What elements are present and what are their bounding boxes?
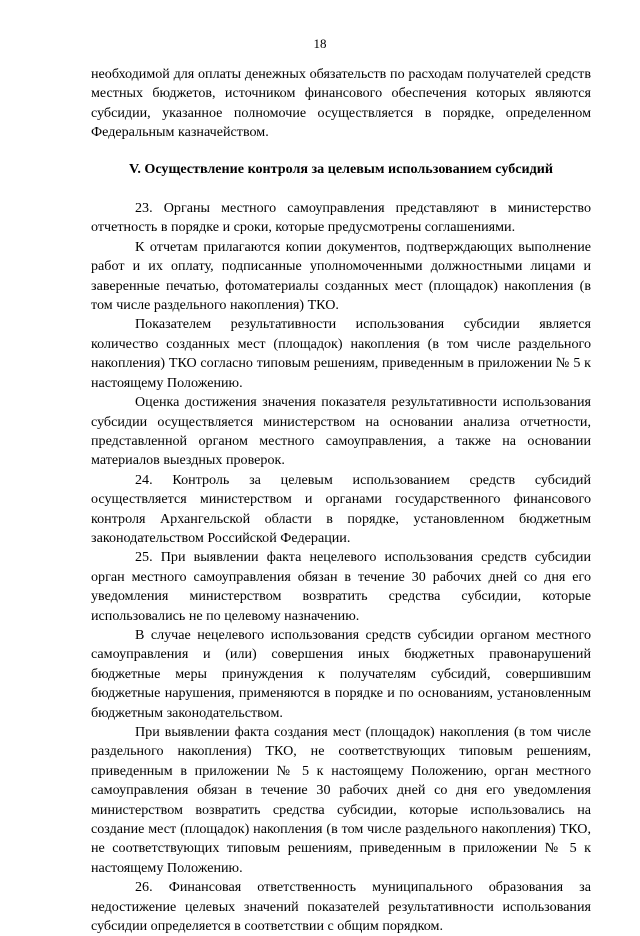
paragraph-reports-attachments: К отчетам прилагаются копии документов, подтверждающих выполнение работ и их оплату, подписанные уполномоченными должностными лицами и заверенные печатью, фотоматериалы созданных мест (площадок) накопления (в том числе раздельного накопления) ТКО. [91, 238, 591, 314]
paragraph-performance-indicator: Показателем результативности использования субсидии является количество созданных мест (площадок) накопления (в том числе раздельного накопления) ТКО согласно типовым решениям, приведенным в приложении № 5 к настоящему Положению. [91, 316, 591, 391]
paragraph-24: 24. Контроль за целевым использованием средств субсидий осуществляется министерством и органами государственного финансового контроля Архангельской области в порядке, установленном бюджетным законодательством Российской Федерации. [91, 471, 591, 546]
paragraph-misuse-measures: В случае нецелевого использования средств субсидии органом местного самоуправления и (или) совершения иных бюджетных правонарушений бюджетные меры принуждения к получателям субсидий, совершившим бюджетные нарушения, применяются в порядке и по основаниям, установленным бюджетным законодательством. [91, 626, 591, 721]
paragraph-performance-assessment: Оценка достижения значения показателя результативности использования субсидии осуществляется министерством на основании анализа отчетности, представленной органом местного самоуправления, а также на основании материалов выездных проверок. [91, 394, 591, 469]
paragraph-26: 26. Финансовая ответственность муниципального образования за недостижение целевых значений показателей результативности использования субсидии определяется в соответствии с общим порядком. [91, 879, 591, 935]
paragraph-continuation: необходимой для оплаты денежных обязательств по расходам получателей средств местных бюджетов, источником финансового обеспечения которых являются субсидии, указанное полномочие осуществляется в порядке, определенном Федеральным казначейством. [91, 66, 591, 141]
page-number: 18 [313, 36, 327, 51]
document-body [91, 65, 591, 936]
paragraph-non-compliant-sites: При выявлении факта создания мест (площадок) накопления (в том числе раздельного накопления) ТКО, не соответствующих типовым решениям, приведенным в приложении № 5 к настоящему Положению, орган местного самоуправления обязан в течение 30 рабочих дней со дня его уведомления министерством возвратить средства субсидии, которые использовались на создание мест (площадок) накопления (в том числе раздельного накопления) ТКО, не соответствующих типовым решениям, приведенным в приложении № 5 к настоящему Положению. [91, 724, 591, 876]
section-heading: V. Осуществление контроля за целевым использованием субсидий [128, 160, 554, 177]
paragraph-25: 25. При выявлении факта нецелевого использования средств субсидии орган местного самоуправления обязан в течение 30 рабочих дней со дня его уведомления министерством возвратить средства субсидии, которые использовались не по целевому назначению. [91, 549, 591, 624]
paragraph-23: 23. Органы местного самоуправления представляют в министерство отчетность в порядке и сроки, которые предусмотрены соглашениями. [91, 200, 591, 236]
